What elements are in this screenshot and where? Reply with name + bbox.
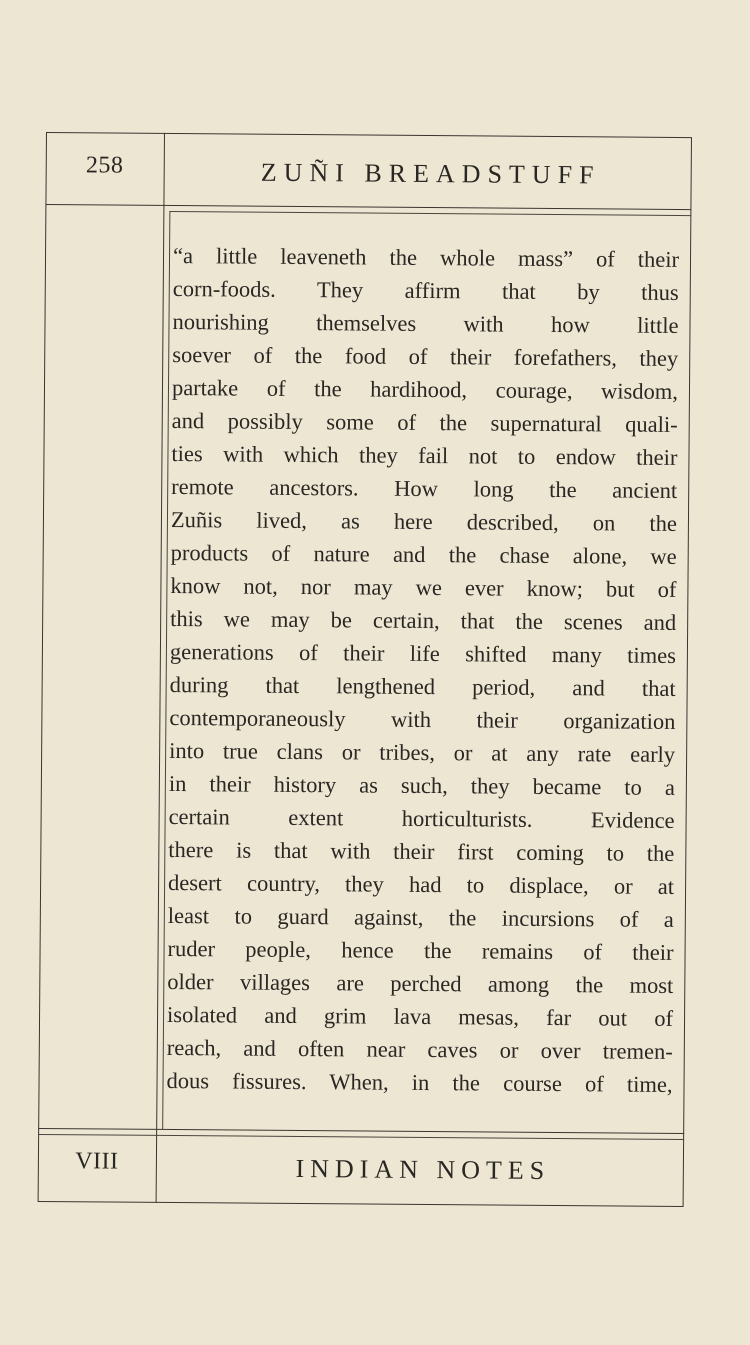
text-line: corn-foods. They affirm that by thus	[172, 276, 679, 305]
text-line: generations of their life shifted many times	[169, 638, 677, 668]
text-line: there is that with their first coming to the	[168, 836, 675, 866]
text-line: least to guard against, the incursions of a	[167, 902, 674, 932]
text-line: nourishing themselves with how little	[172, 308, 679, 338]
text-line: contemporaneously with their organization	[169, 704, 676, 734]
text-line: know not, nor may we ever know; but of	[170, 572, 677, 602]
body-text	[166, 239, 679, 1101]
text-line: reach, and often near caves or over tremen-	[166, 1034, 673, 1064]
text-line: into true clans or tribes, or at any rate early	[169, 737, 676, 767]
text-line: dous fissures. When, in the course of time,	[166, 1067, 673, 1097]
text-line: partake of the hardihood, courage, wisdom,	[171, 374, 679, 404]
text-line: products of nature and the chase alone, we	[170, 539, 677, 569]
page-frame	[38, 132, 692, 1207]
page-number: 258	[85, 152, 124, 179]
text-line: this we may be certain, that the scenes and	[170, 605, 677, 635]
text-line: older villages are perched among the most	[167, 968, 674, 998]
text-line: Zuñis lived, as here described, on the	[170, 506, 678, 536]
text-line: ruder people, hence the remains of their	[167, 935, 674, 965]
text-line: “a little leaveneth the whole mass” of their	[172, 243, 680, 272]
text-line: isolated and grim lava mesas, far out of	[166, 1001, 674, 1031]
text-line: certain extent horticulturists. Evidence	[168, 803, 675, 833]
text-line: during that lengthened period, and that	[169, 671, 676, 701]
volume-number: VIII	[75, 1148, 119, 1175]
series-title: INDIAN NOTES	[295, 1153, 551, 1185]
text-line: soever of the food of their forefathers, they	[172, 341, 679, 371]
text-line: remote ancestors. How long the ancient	[171, 473, 678, 503]
text-line: ties with which they fail not to endow their	[171, 440, 678, 470]
text-line: and possibly some of the supernatural quali-	[171, 407, 678, 437]
text-line: desert country, they had to displace, or at	[168, 869, 675, 899]
running-head: ZUÑI BREADSTUFF	[260, 157, 601, 190]
text-line: in their history as such, they became to a	[168, 770, 675, 800]
